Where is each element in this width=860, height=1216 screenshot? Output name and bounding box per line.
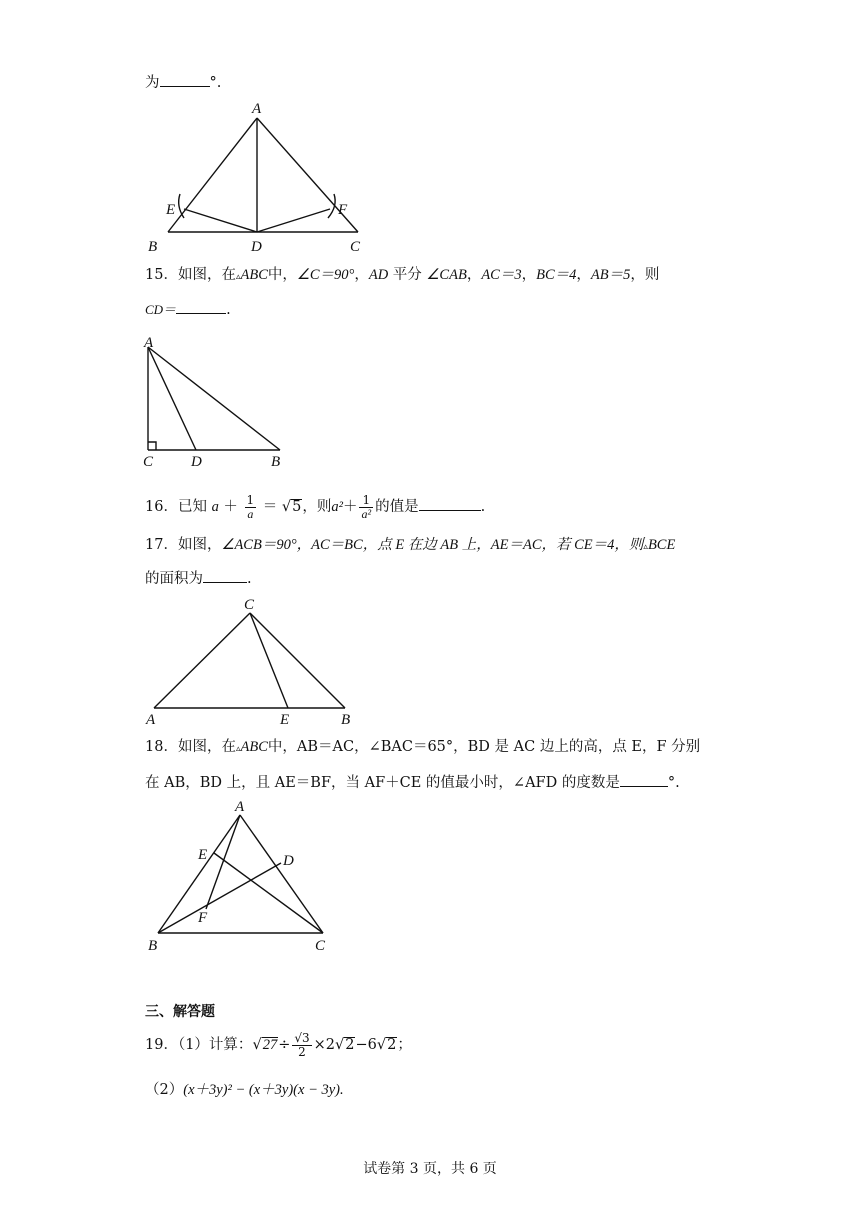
label-b: B [148, 239, 158, 255]
answer-blank[interactable] [160, 72, 210, 87]
answer-blank[interactable] [203, 568, 247, 583]
page-footer: 试卷第 3 页，共 6 页 [363, 1161, 497, 1177]
label-f: F [338, 202, 348, 218]
q17-line1: 17．如图，∠ACB＝90°，AC＝BC，点 E 在边 AB 上，AE＝AC，若 CE＝4，则▵BCE [145, 537, 676, 553]
q15-line2: CD＝ . [145, 299, 231, 320]
segment-ab [148, 347, 280, 450]
q15-line1: 15．如图，在▵ABC中，∠C＝90°，AD 平分 ∠CAB，AC＝3，BC＝4，AB＝5，则 [145, 267, 660, 283]
label-e: E [166, 202, 176, 218]
label-b: B [148, 938, 158, 954]
section-heading: 三、解答题 [145, 1004, 215, 1020]
label-a: A [146, 712, 156, 728]
arc-e [179, 194, 184, 218]
segment-ac [240, 815, 323, 933]
segment-ec [214, 853, 323, 933]
label-a: A [252, 101, 262, 117]
q17-line2: 的面积为 . [145, 568, 252, 589]
label-d: D [251, 239, 262, 255]
segment-af [206, 815, 240, 909]
arc-f [328, 194, 335, 218]
segment-ce [250, 613, 288, 708]
right-angle-mark [148, 442, 156, 450]
label-b: B [341, 712, 351, 728]
segment-ac [154, 613, 250, 708]
label-c: C [244, 597, 255, 613]
q18-line2: 在 AB，BD 上，且 AE＝BF，当 AF＋CE 的值最小时，∠AFD 的度数是 °. [145, 772, 680, 793]
segment-ad [148, 347, 196, 450]
segment-cb [250, 613, 345, 708]
q18-line1: 18．如图，在▵ABC中，AB＝AC，∠BAC＝65°，BD 是 AC 边上的高，点 E，F 分别 [145, 739, 701, 755]
q14-answer-line: 为 °. [145, 72, 221, 93]
label-a: A [235, 799, 245, 815]
figure-q17 [140, 593, 365, 728]
label-c: C [350, 239, 361, 255]
label-d: D [283, 853, 294, 869]
label-c: C [143, 454, 154, 470]
label-c: C [315, 938, 326, 954]
label-e: E [280, 712, 290, 728]
label-f: F [198, 910, 208, 926]
answer-blank[interactable] [176, 299, 226, 314]
figure-q15 [140, 333, 300, 473]
label-d: D [191, 454, 202, 470]
figure-q18 [140, 797, 355, 962]
answer-blank[interactable] [419, 496, 481, 511]
label-b: B [271, 454, 281, 470]
label-a: A [144, 335, 154, 351]
answer-blank[interactable] [620, 772, 668, 787]
figure-q14 [140, 98, 380, 258]
segment-ed [184, 209, 257, 232]
segment-fd [257, 209, 330, 232]
q16-line: 16．已知 a ＋ $\frac{1}{a}$ ＝ √5，则a²＋ $\frac{1}{\text{a²}}$ 的值是 . [145, 492, 486, 521]
q19-part1: 19．（1）计算：√27÷ $\frac{√3}{2}$ ×2√2−6√2； [145, 1030, 412, 1059]
q19-part2: （2）(x＋3y)² − (x＋3y)(x − 3y). [145, 1082, 344, 1098]
label-e: E [198, 847, 208, 863]
